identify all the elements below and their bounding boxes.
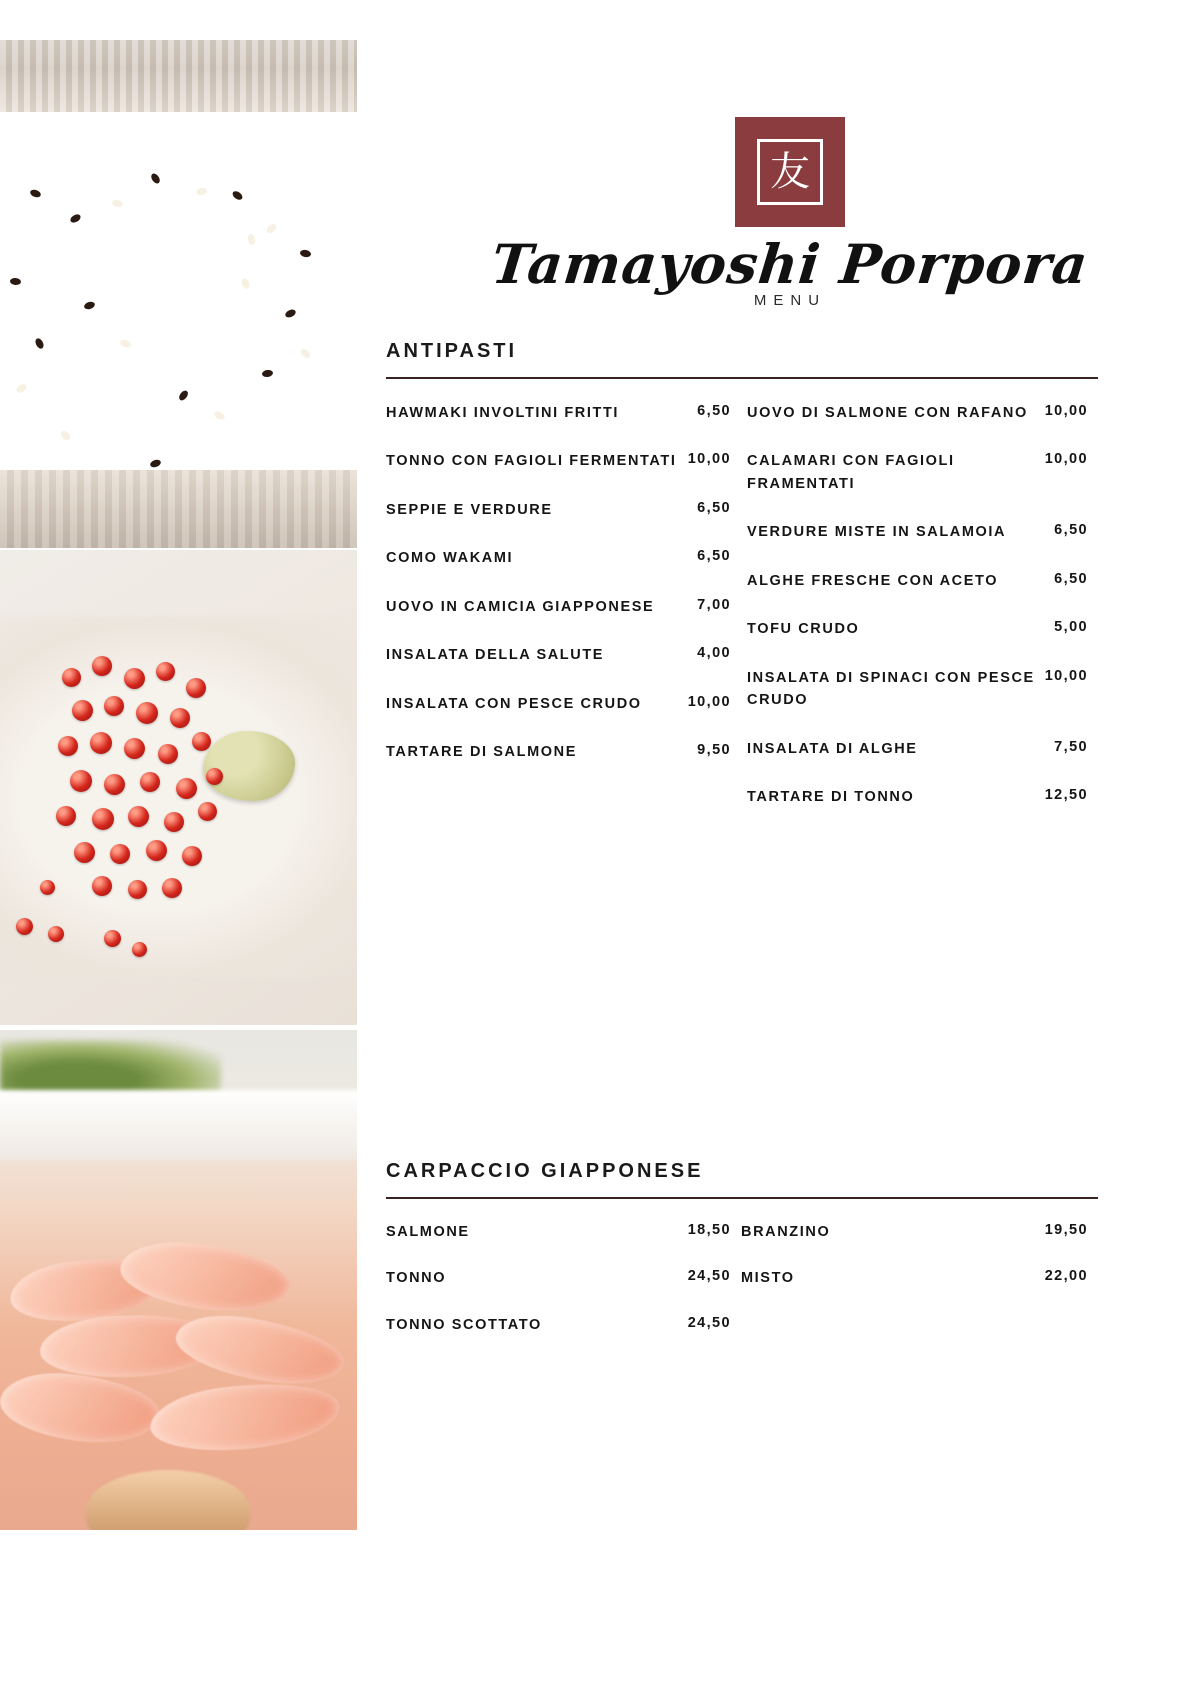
item-price: 10,00 [1044,667,1088,684]
item-price: 10,00 [687,693,731,710]
item-price: 22,00 [1044,1268,1088,1285]
menu-item[interactable] [386,583,741,631]
wasabi-dollop [203,731,295,801]
plastic-container-rim-top [0,40,357,112]
menu-subtitle: MENU [753,292,827,309]
item-price: 24,50 [687,1268,731,1285]
item-price: 12,50 [1044,787,1088,804]
item-name: UOVO DI SALMONE CON RAFANO [747,405,1028,421]
item-price: 6,50 [697,548,731,565]
restaurant-logo [735,117,845,227]
photo-salmon-roe [0,550,357,1025]
item-name: TARTARE DI SALMONE [386,744,577,761]
section-title-antipasti: ANTIPASTI [386,340,518,362]
logo-kanji-icon: 友 [757,139,823,205]
item-price: 6,50 [1054,570,1088,587]
item-name: INSALATA DI SPINACI CON PESCE CRUDO [747,669,1035,709]
item-price: 6,50 [697,499,731,516]
item-price: 19,50 [1044,1222,1088,1238]
antipasti-right-column [741,389,1098,822]
menu-item[interactable] [386,1255,741,1301]
white-plate-edge [0,1090,357,1160]
item-name: VERDURE MISTE IN SALAMOIA [747,524,1007,541]
menu-content [380,0,1200,1698]
item-name: TONNO [386,1270,447,1287]
carpaccio-grid [386,1209,1098,1348]
item-name: MISTO [741,1270,795,1287]
menu-item[interactable] [386,1209,741,1255]
item-price: 7,00 [697,596,731,613]
item-price: 5,00 [1054,619,1088,636]
menu-item[interactable] [386,534,741,582]
menu-item[interactable] [741,1255,1098,1301]
menu-item[interactable] [741,389,1098,437]
item-name: ALGHE FRESCHE CON ACETO [747,572,999,589]
item-name: INSALATA CON PESCE CRUDO [386,695,642,712]
item-price: 10,00 [1044,403,1088,419]
photo-salmon-tartare [0,40,357,548]
item-name: CALAMARI CON FAGIOLI FRAMENTATI [747,453,955,492]
item-name: TONNO CON FAGIOLI FERMENTATI [386,453,677,470]
menu-item[interactable] [386,1302,741,1348]
menu-item[interactable] [386,728,741,776]
section-title-carpaccio: CARPACCIO GIAPPONESE [386,1160,704,1182]
item-price: 18,50 [687,1222,731,1238]
menu-item[interactable] [741,557,1098,605]
menu-item[interactable] [741,654,1098,725]
item-price: 9,50 [697,742,731,759]
menu-item[interactable] [741,605,1098,653]
menu-item[interactable] [386,437,741,485]
logo-square [735,117,845,227]
item-price: 7,50 [1054,738,1088,755]
item-name: SEPPIE E VERDURE [386,501,553,518]
item-name: UOVO IN CAMICIA GIAPPONESE [386,598,655,615]
menu-item[interactable] [741,1209,1098,1255]
plastic-container-rim-bottom [0,470,357,548]
item-name: BRANZINO [741,1224,831,1240]
menu-item[interactable] [741,773,1098,821]
section-divider [386,1197,1098,1199]
grated-daikon [0,617,357,978]
menu-item[interactable] [386,631,741,679]
item-name: COMO WAKAMI [386,550,514,567]
item-name: INSALATA DI ALGHE [747,740,918,757]
item-price: 24,50 [687,1314,731,1331]
menu-item[interactable] [386,389,741,437]
item-price: 10,00 [1044,451,1088,468]
item-name: HAWMAKI INVOLTINI FRITTI [386,405,620,421]
item-price: 4,00 [697,645,731,662]
antipasti-grid [386,389,1098,822]
item-name: INSALATA DELLA SALUTE [386,647,605,664]
menu-item[interactable] [386,486,741,534]
item-price: 10,00 [687,451,731,468]
item-price: 6,50 [1054,522,1088,539]
section-divider [386,377,1098,379]
item-name: TARTARE DI TONNO [747,789,915,806]
section-carpaccio [386,1160,1098,1348]
photo-column [0,40,357,1530]
section-antipasti [386,340,1098,822]
photo-carpaccio [0,1030,357,1530]
item-name: SALMONE [386,1224,470,1240]
item-price: 6,50 [697,403,731,419]
menu-item[interactable] [741,508,1098,556]
restaurant-name: Tamayoshi Porpora [488,232,1092,296]
menu-item[interactable] [741,437,1098,508]
item-name: TOFU CRUDO [747,621,860,638]
carpaccio-left-column [386,1209,741,1348]
item-name: TONNO SCOTTATO [386,1316,542,1333]
carpaccio-right-column [741,1209,1098,1348]
menu-item[interactable] [741,725,1098,773]
antipasti-left-column [386,389,741,822]
menu-item[interactable] [386,680,741,728]
